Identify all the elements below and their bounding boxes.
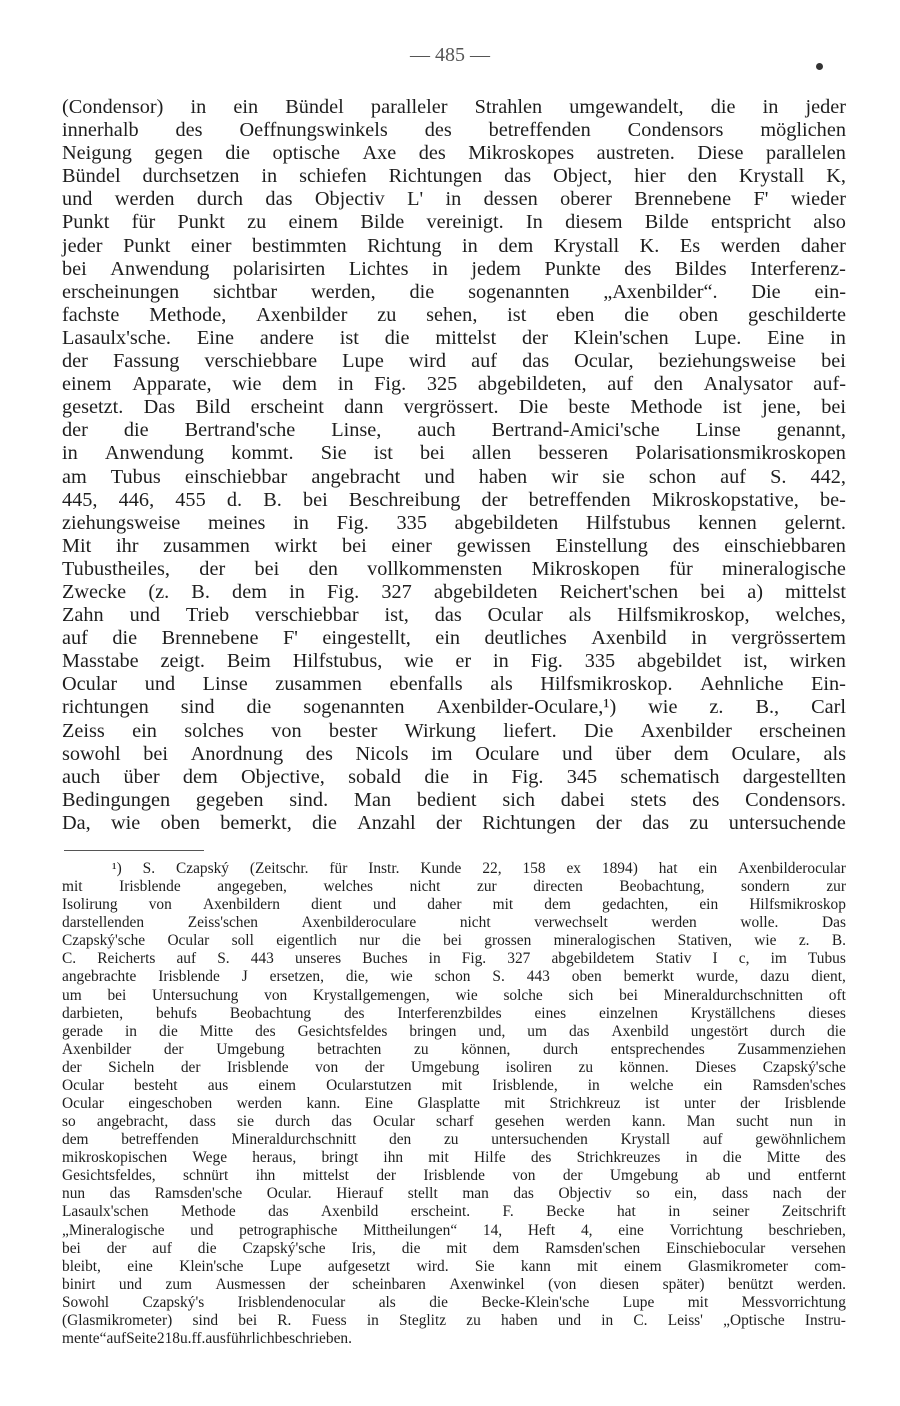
text-line: Da, wie oben bemerkt, die Anzahl der Richtungen der das zu untersuchende — [62, 811, 846, 834]
footnote-line: mikroskopischen Wege heraus, bringt ihn mit Hilfe des Strichkreuzes in die Mitte des — [62, 1149, 846, 1167]
text-line: 445, 446, 455 d. B. bei Beschreibung der betreffenden Mikroskopstative, be- — [62, 488, 846, 511]
footnote-line: mit Irisblende angegeben, welches nicht zur directen Beobachtung, sondern zur — [62, 878, 846, 896]
footnote-rule — [64, 850, 204, 851]
footnote-line: darstellenden Zeiss'schen Axenbilderoculare nicht verwechselt werden wolle. Das — [62, 914, 846, 932]
page-number: — 485 — — [410, 44, 490, 66]
footnote-line: Axenbilder der Umgebung betrachten zu können, durch entsprechendes Zusammenziehen — [62, 1040, 846, 1058]
text-line: Punkt für Punkt zu einem Bilde vereinigt. In diesem Bilde entspricht also — [62, 211, 846, 234]
text-line: Ocular und Linse zusammen ebenfalls als Hilfsmikroskop. Aehnliche Ein- — [62, 673, 846, 696]
footnote-line: Sowohl Czapský's Irisblendenocular als die Becke-Klein'sche Lupe mit Messvorrichtung — [62, 1293, 846, 1311]
footnote-line: der Sicheln der Irisblende von der Umgebung isoliren zu können. Dieses Czapský'sche — [62, 1058, 846, 1076]
text-line: fachste Methode, Axenbilder zu sehen, ist eben die oben geschilderte — [62, 303, 846, 326]
text-line: Lasaulx'sche. Eine andere ist die mittelst der Klein'schen Lupe. Eine in — [62, 326, 846, 349]
text-line: auf die Brennebene F' eingestellt, ein deutliches Axenbild in vergrössertem — [62, 627, 846, 650]
text-line: Neigung gegen die optische Axe des Mikroskopes austreten. Diese parallelen — [62, 142, 846, 165]
text-line: erscheinungen sichtbar werden, die sogenannten „Axenbilder“. Die ein- — [62, 280, 846, 303]
text-line: und werden durch das Objectiv L' in dessen oberer Brennebene F' wieder — [62, 188, 846, 211]
footnote-line: Gesichtsfeldes, schnürt ihn mittelst der Irisblende von der Umgebung ab und entfernt — [62, 1167, 846, 1185]
text-line: (Condensor) in ein Bündel paralleler Strahlen umgewandelt, die in jeder — [62, 96, 846, 118]
text-line: Zeiss ein solches von bester Wirkung liefert. Die Axenbilder erscheinen — [62, 719, 846, 742]
footnote-line: C. Reicherts auf S. 443 unseres Buches in Fig. 327 abgebildetem Stativ I c, im Tubus — [62, 950, 846, 968]
footnote-line: „Mineralogische und petrographische Mittheilungen“ 14, Heft 4, eine Vorrichtung beschrieben, — [62, 1221, 846, 1239]
footnote-line: mente“ auf Seite 218 u. ff. ausführlich beschrieben. — [62, 1330, 352, 1348]
footnote-line: bleibt, eine Klein'sche Lupe aufgesetzt wird. Sie kann mit einem Glasmikrometer com- — [62, 1257, 846, 1275]
text-line: bei Anwendung polarisirten Lichtes in jedem Punkte des Bildes Interferenz- — [62, 257, 846, 280]
footnote — [62, 860, 846, 1348]
text-line: innerhalb des Oeffnungswinkels des betreffenden Condensors möglichen — [62, 119, 846, 142]
text-line: gesetzt. Das Bild erscheint dann vergrössert. Die beste Methode ist jene, bei — [62, 396, 846, 419]
text-line: Zwecke (z. B. dem in Fig. 327 abgebildeten Reichert'schen bei a) mittelst — [62, 580, 846, 603]
footnote-line: dem betreffenden Mineraldurchschnitt den zu untersuchenden Krystall auf gewöhnlichem — [62, 1131, 846, 1149]
footnote-line: bei der auf die Czapský'sche Iris, die mit dem Ramsden'schen Einschiebocular versehen — [62, 1239, 846, 1257]
text-line: am Tubus einschiebbar angebracht und haben wir sie schon auf S. 442, — [62, 465, 846, 488]
ink-dot — [816, 63, 823, 70]
text-line: ziehungsweise meines in Fig. 335 abgebildeten Hilfstubus kennen gelernt. — [62, 511, 846, 534]
footnote-line: (Glasmikrometer) sind bei R. Fuess in Steglitz zu haben und in C. Leiss' „Optische Instru- — [62, 1311, 846, 1329]
footnote-line: angebrachte Irisblende J ersetzen, die, wie schon S. 443 oben bemerkt wurde, dazu dient, — [62, 968, 846, 986]
footnote-line: Czapský'sche Ocular soll eigentlich nur die bei grossen mineralogischen Stativen, wie z. B. — [62, 932, 846, 950]
text-line: Bedingungen gegeben sind. Man bedient sich dabei stets des Condensors. — [62, 788, 846, 811]
text-line: einem Apparate, wie dem in Fig. 325 abgebildeten, auf den Analysator auf- — [62, 373, 846, 396]
footnote-line: Ocular eingeschoben werden kann. Eine Glasplatte mit Strichkreuz ist unter der Irisblende — [62, 1095, 846, 1113]
text-line: Mit ihr zusammen wirkt bei einer gewissen Einstellung des einschiebbaren — [62, 534, 846, 557]
text-line: Tubustheiles, der bei den vollkommensten Mikroskopen für mineralogische — [62, 557, 846, 580]
footnote-line: gerade in die Mitte des Gesichtsfeldes bringen und, um das Axenbild ungestört durch die — [62, 1022, 846, 1040]
footnote-line: darbieten, behufs Beobachtung des Interferenzbildes eines einzelnen Kryställchens dieses — [62, 1004, 846, 1022]
text-line: in Anwendung kommt. Sie ist bei allen besseren Polarisationsmikroskopen — [62, 442, 846, 465]
main-text — [62, 96, 846, 835]
footnote-line: so angebracht, dass sie durch das Ocular scharf gesehen werden kann. Man sucht nun in — [62, 1113, 846, 1131]
text-line: der Fassung verschiebbare Lupe wird auf das Ocular, beziehungsweise bei — [62, 350, 846, 373]
footnote-line: Isolirung von Axenbildern dient und daher mit dem gedachten, ein Hilfsmikroskop — [62, 896, 846, 914]
footnote-line: Ocular besteht aus einem Ocularstutzen mit Irisblende, in welche ein Ramsden'sches — [62, 1076, 846, 1094]
text-line: auch über dem Objective, sobald die in Fig. 345 schematisch dargestellten — [62, 765, 846, 788]
text-line: Zahn und Trieb verschiebbar ist, das Ocular als Hilfsmikroskop, welches, — [62, 604, 846, 627]
footnote-line: um bei Untersuchung von Krystallgemengen, wie solche sich bei Mineraldurchschnitten oft — [62, 986, 846, 1004]
footnote-line: binirt und zum Ausmessen der scheinbaren Axenwinkel (von diesen später) benützt werden. — [62, 1275, 846, 1293]
text-line: Bündel durchsetzen in schiefen Richtungen das Object, hier den Krystall K, — [62, 165, 846, 188]
footnote-line: nun das Ramsden'sche Ocular. Hierauf stellt man das Objectiv so ein, dass nach der — [62, 1185, 846, 1203]
text-line: richtungen sind die sogenannten Axenbilder-Oculare,¹) wie z. B., Carl — [62, 696, 846, 719]
footnote-line: Lasaulx'schen Methode das Axenbild erscheint. F. Becke hat in seiner Zeitschrift — [62, 1203, 846, 1221]
text-line: der die Bertrand'sche Linse, auch Bertrand-Amici'sche Linse genannt, — [62, 419, 846, 442]
text-line: jeder Punkt einer bestimmten Richtung in dem Krystall K. Es werden daher — [62, 234, 846, 257]
text-line: Masstabe zeigt. Beim Hilfstubus, wie er in Fig. 335 abgebildet ist, wirken — [62, 650, 846, 673]
footnote-line: ¹) S. Czapský (Zeitschr. für Instr. Kunde 22, 158 ex 1894) hat ein Axenbilderocular — [112, 860, 846, 877]
text-line: sowohl bei Anordnung des Nicols im Oculare und über dem Oculare, als — [62, 742, 846, 765]
